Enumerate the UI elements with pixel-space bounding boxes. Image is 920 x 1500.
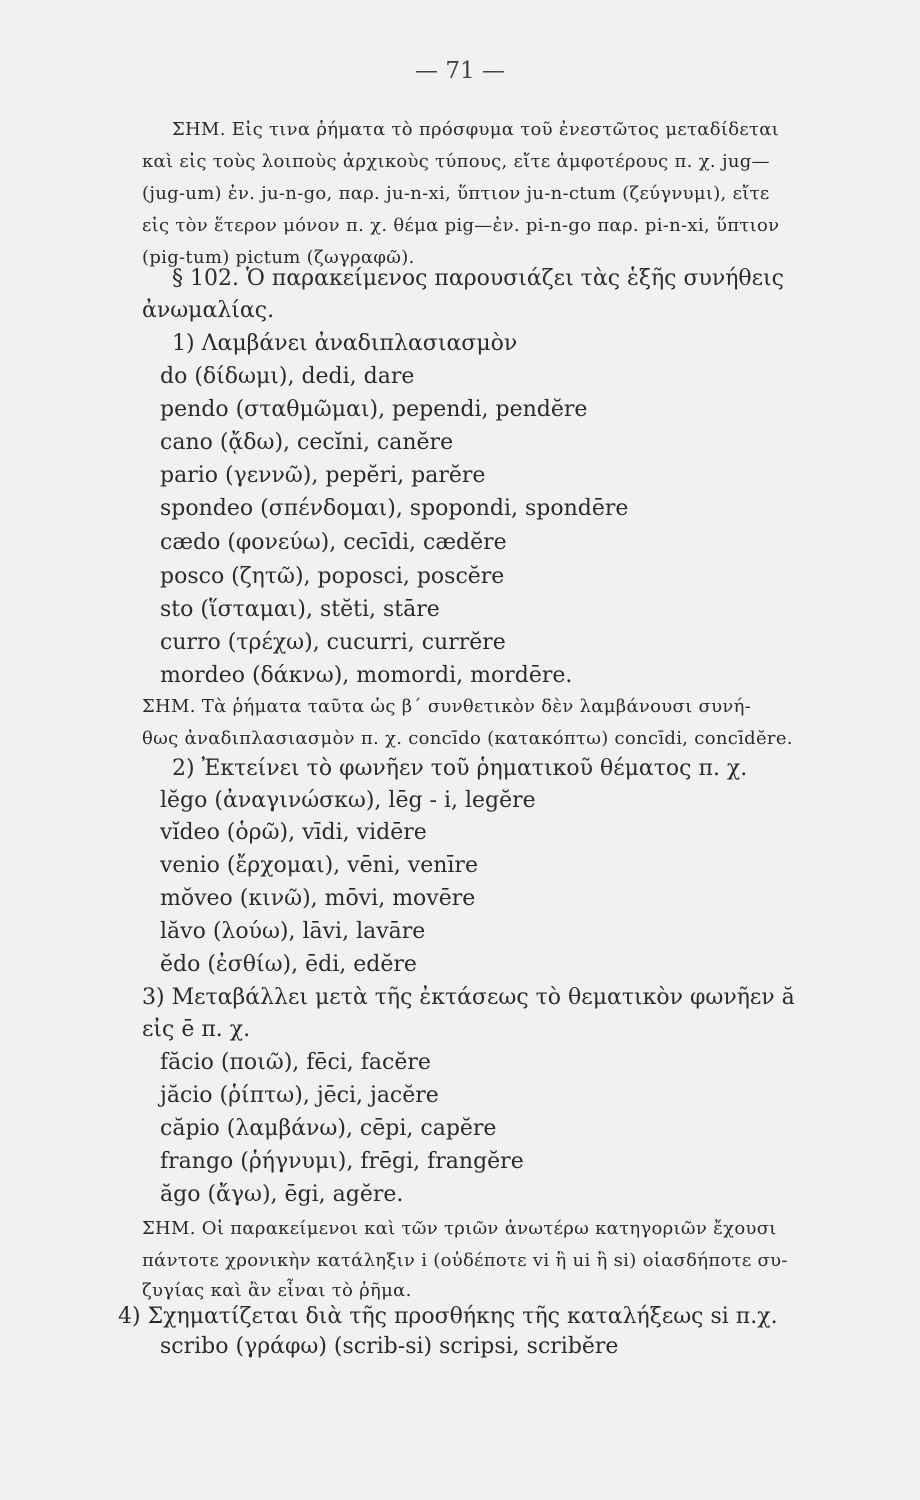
- note-line: θως ἀναδιπλασιασμὸν π. χ. concīdo (κατακόπτω) concīdi, concīdĕre.: [142, 728, 793, 749]
- example-line: curro (τρέχω), cucurri, currĕre: [160, 630, 506, 655]
- example-line: frango (ῥήγνυμι), frēgi, frangĕre: [160, 1149, 524, 1174]
- note-line: εἰς τὸν ἕτερον μόνον π. χ. θέμα pig—ἐν. pi-n-go παρ. pi-n-xi, ὕπτιον: [142, 215, 780, 236]
- note-line: ΣΗΜ. Τὰ ῥήματα ταῦτα ὡς β΄ συνθετικὸν δὲν λαμβάνουσι συνή-: [142, 696, 752, 717]
- example-line: mordeo (δάκνω), momordi, mordēre.: [160, 663, 573, 688]
- example-line: spondeo (σπένδομαι), spopondi, spondēre: [160, 496, 629, 521]
- section-heading-cont: ἀνωμαλίας.: [142, 298, 275, 323]
- example-line: lăvo (λούω), lāvi, lavāre: [160, 919, 426, 944]
- note-line: ΣΗΜ. Εἰς τινα ῥήματα τὸ πρόσφυμα τοῦ ἐνεστῶτος μεταδίδεται: [172, 119, 780, 140]
- rule-heading: 2) Ἐκτείνει τὸ φωνῆεν τοῦ ῥηματικοῦ θέματος π. χ.: [172, 756, 748, 781]
- example-line: pario (γεννῶ), pepĕri, parĕre: [160, 463, 486, 488]
- example-line: lĕgo (ἀναγινώσκω), lēg - i, legĕre: [160, 788, 536, 813]
- rule-heading-cont: εἰς ē π. χ.: [142, 1017, 251, 1042]
- example-line: sto (ἵσταμαι), stĕti, stāre: [160, 597, 440, 622]
- example-line: vĭdeo (ὁρῶ), vīdi, vidēre: [160, 820, 427, 845]
- note-line: (pig-tum) pictum (ζωγραφῶ).: [142, 247, 415, 268]
- example-line: căpio (λαμβάνω), cēpi, capĕre: [160, 1116, 497, 1141]
- note-line: καὶ εἰς τοὺς λοιποὺς ἀρχικοὺς τύπους, εἴτε ἀμφοτέρους π. χ. jug—: [142, 151, 770, 172]
- note-line: ΣΗΜ. Οἱ παρακείμενοι καὶ τῶν τριῶν ἀνωτέρω κατηγοριῶν ἔχουσι: [142, 1218, 777, 1239]
- example-line: cano (ᾄδω), cecĭni, canĕre: [160, 430, 454, 455]
- example-line: cædo (φονεύω), cecīdi, cædĕre: [160, 530, 507, 555]
- note-line: ζυγίας καὶ ἂν εἶναι τὸ ῥῆμα.: [142, 1280, 412, 1301]
- example-line: pendo (σταθμῶμαι), pependi, pendĕre: [160, 397, 588, 422]
- rule-heading: 1) Λαμβάνει ἀναδιπλασιασμὸν: [172, 331, 518, 356]
- rule-heading: 4) Σχηματίζεται διὰ τῆς προσθήκης τῆς καταλήξεως si π.χ.: [118, 1304, 778, 1329]
- example-line: scribo (γράφω) (scrib-si) scripsi, scribĕre: [160, 1334, 619, 1359]
- example-line: făcio (ποιῶ), fēci, facĕre: [160, 1050, 431, 1075]
- page-number: — 71 —: [415, 58, 505, 84]
- rule-heading: 3) Μεταβάλλει μετὰ τῆς ἐκτάσεως τὸ θεματικὸν φωνῆεν ă: [142, 985, 795, 1010]
- example-line: posco (ζητῶ), poposci, poscĕre: [160, 564, 505, 589]
- note-line: πάντοτε χρονικὴν κατάληξιν i (οὐδέποτε vi ἢ ui ἢ si) οἱασδήποτε συ-: [142, 1250, 788, 1271]
- section-heading: § 102. Ὁ παρακείμενος παρουσιάζει τὰς ἑξῆς συνήθεις: [172, 266, 784, 291]
- example-line: jăcio (ῥίπτω), jēci, jacĕre: [160, 1083, 439, 1108]
- example-line: ĕdo (ἐσθίω), ēdi, edĕre: [160, 952, 417, 977]
- example-line: mŏveo (κινῶ), mōvi, movēre: [160, 886, 476, 911]
- example-line: do (δίδωμι), dedi, dare: [160, 364, 415, 389]
- note-line: (jug-um) ἐν. ju-n-go, παρ. ju-n-xi, ὕπτιον ju-n-ctum (ζεύγνυμι), εἴτε: [142, 183, 770, 204]
- example-line: ăgo (ἄγω), ēgi, agĕre.: [160, 1182, 404, 1207]
- example-line: venio (ἔρχομαι), vēni, venīre: [160, 853, 478, 878]
